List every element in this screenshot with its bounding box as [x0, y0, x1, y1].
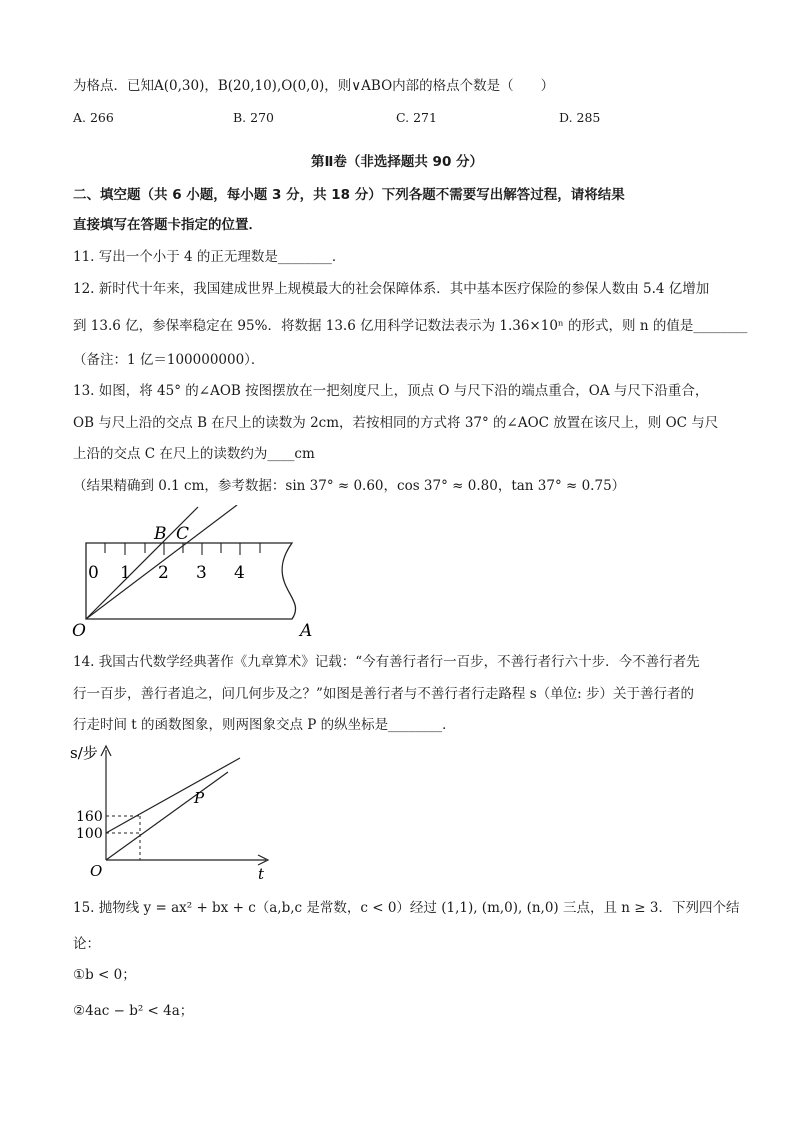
- ray-oc: [86, 505, 237, 619]
- tick-0: 0: [88, 563, 99, 583]
- choice-b: B. 270: [233, 110, 274, 125]
- section-two-heading: 二、填空题（共 6 小题，每小题 3 分，共 18 分）下列各题不需要写出解答过程，请将结果: [73, 187, 625, 203]
- line-slow: [106, 758, 240, 833]
- question-13-line4: （结果精确到 0.1 cm，参考数据：sin 37° ≈ 0.60，cos 37° ≈ 0.80，tan 37° ≈ 0.75）: [73, 478, 626, 494]
- origin-label: O: [90, 862, 103, 880]
- label-c: C: [176, 524, 190, 544]
- question-12-line2: 到 13.6 亿，参保率稳定在 95%．将数据 13.6 亿用科学记数法表示为 1.36×10ⁿ 的形式，则 n 的值是________: [73, 318, 748, 334]
- part-two-title: 第Ⅱ卷（非选择题共 90 分）: [310, 154, 484, 170]
- tick-4: 4: [234, 563, 245, 583]
- section-two-heading-cont: 直接填写在答题卡指定的位置．: [73, 217, 262, 233]
- choice-a: A. 266: [73, 110, 114, 125]
- q10-stem-tail: 为格点．已知A(0,30)，B(20,10),O(0,0)，则∨ABO内部的格点个数是（ ）: [73, 78, 555, 94]
- question-15-conclusion-2: ②4ac − b² < 4a；: [73, 1003, 194, 1019]
- question-13-line3: 上沿的交点 C 在尺上的读数约为____cm: [73, 446, 315, 462]
- tick-1: 1: [120, 563, 131, 583]
- tick-3: 3: [196, 563, 207, 583]
- ruler-outline: [86, 543, 296, 619]
- t-axis-label: t: [258, 865, 265, 882]
- ruler-figure: [70, 505, 330, 640]
- point-p-label: P: [194, 789, 205, 807]
- question-15-conclusion-1: ①b < 0；: [73, 967, 136, 983]
- question-15-line2: 论：: [73, 936, 100, 952]
- distance-time-graph: [70, 742, 280, 882]
- question-13-line1: 13. 如图，将 45° 的∠AOB 按图摆放在一把刻度尺上，顶点 O 与尺下沿的端点重合，OA 与尺下沿重合，: [73, 383, 709, 399]
- choice-c: C. 271: [396, 110, 437, 125]
- question-14-line3: 行走时间 t 的函数图象，则两图象交点 P 的纵坐标是________．: [73, 717, 456, 733]
- y-tick-100: 100: [76, 826, 103, 842]
- question-13-line2: OB 与尺上沿的交点 B 在尺上的读数为 2cm，若按相同的方式将 37° 的∠AOC 放置在该尺上，则 OC 与尺: [73, 415, 719, 431]
- question-14-line1: 14. 我国古代数学经典著作《九章算术》记载：“今有善行者行一百步，不善行者行六十步．今不善行者先: [73, 654, 700, 670]
- question-12-line1: 12. 新时代十年来，我国建成世界上规模最大的社会保障体系．其中基本医疗保险的参保人数由 5.4 亿增加: [73, 281, 710, 297]
- question-11: 11. 写出一个小于 4 的正无理数是________．: [73, 249, 346, 265]
- question-14-line2: 行一百步，善行者追之，问几何步及之？”如图是善行者与不善行者行走路程 s（单位: 步）关于善行者的: [73, 686, 694, 702]
- choice-d: D. 285: [559, 110, 601, 125]
- y-tick-160: 160: [76, 809, 103, 825]
- question-12-line3: （备注：1 亿＝100000000）．: [73, 352, 265, 368]
- s-axis-label: s/步: [70, 744, 98, 762]
- tick-2: 2: [158, 563, 169, 583]
- label-o: O: [72, 621, 86, 640]
- label-a: A: [300, 621, 313, 640]
- label-b: B: [154, 524, 167, 544]
- question-15-line1: 15. 抛物线 y = ax² + bx + c（a,b,c 是常数，c < 0）经过 (1,1), (m,0), (n,0) 三点，且 n ≥ 3．下列四个结: [73, 900, 740, 916]
